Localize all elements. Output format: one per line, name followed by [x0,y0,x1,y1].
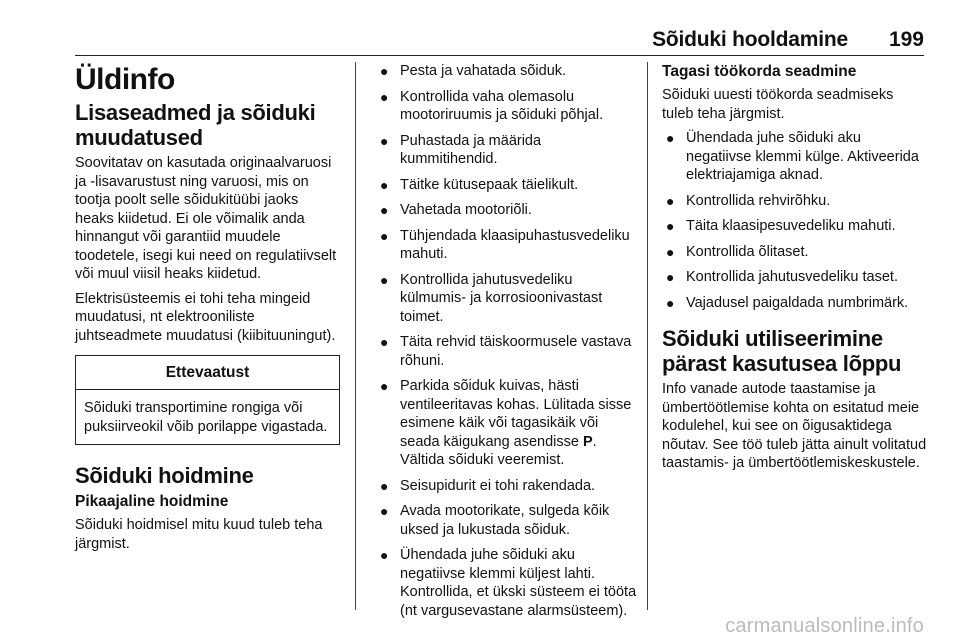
list-item: ● Puhastada ja määrida kummitihendid. [380,132,542,167]
list-item: ● Pesta ja vahatada sõiduk. [380,63,567,79]
bullet-icon: ● [380,88,389,105]
header-rule [75,55,924,56]
column-divider-1 [355,62,356,610]
watermark: carmanualsonline.info [725,615,924,637]
heading-accessories: Lisaseadmed ja sõiduki muudatused [75,100,316,150]
bullet-icon: ● [666,294,675,311]
list-item: ● Ühendada juhe sõiduki aku negatiivse klemmi küljest lahti. Kontrollida, et ükski süsteem ei tööta (nt vargusevastane alarmsüsteem). [380,547,637,619]
list-item: ● Avada mootorikate, sulgeda kõik uksed ja lukustada sõiduk. [380,503,610,538]
column-2 [376,62,638,627]
column-1 [75,62,340,559]
list-item: ● Kontrollida õlitaset. [666,243,809,260]
bullet-icon: ● [666,269,675,285]
list-item: ● Kontrollida jahutusvedeliku taset. [666,269,898,285]
header-title: Sõiduki hooldamine [652,28,848,51]
bullet-icon: ● [380,176,389,193]
paragraph-return-to-service: Sõiduki uuesti töökorda seadmiseks tuleb teha järgmist. [662,87,894,122]
paragraph-storage: Sõiduki hoidmisel mitu kuud tuleb teha järgmist. [75,517,323,552]
list-item: ● Kontrollida jahutusvedeliku külmumis- ja korrosioonivastast toimet. [380,271,603,325]
list-item: ● Täita klaasipesuvedeliku mahuti. [666,218,896,234]
list-item: ● Vajadusel paigaldada numbrimärk. [666,294,909,311]
column-3 [662,62,927,479]
bullet-icon: ● [380,334,389,350]
bullet-icon: ● [666,218,675,234]
bullet-icon: ● [380,547,389,563]
heading-general: Üldinfo [75,63,175,96]
paragraph-electrical: Elektrisüsteemis ei tohi teha mingeid muudatusi, nt elektrooniliste juhtseadmete muudatusi (kiibituuningut). [75,290,336,344]
heading-return-to-service: Tagasi töökorda seadmine [662,63,857,80]
heading-long-term-storage: Pikaajaline hoidmine [75,493,229,510]
list-item: ● Vahetada mootoriõli. [380,202,532,218]
gear-position-p: P [583,433,593,450]
list-item: ● Täita rehvid täiskoormusele vastava rõhuni. [380,334,632,369]
list-item: ● Kontrollida rehvirõhku. [666,192,831,209]
bullet-icon: ● [666,192,675,209]
bullet-icon: ● [666,130,675,146]
bullet-icon: ● [380,132,389,149]
bullet-icon: ● [666,243,675,260]
bullet-icon: ● [380,477,389,494]
bullet-icon: ● [380,63,389,79]
caution-text: Sõiduki transportimine rongiga või puksiirveokil võib porilappe vigastada. [84,400,328,435]
caution-title: Ettevaatust [76,356,339,390]
bullet-icon: ● [380,202,389,218]
heading-end-of-life: Sõiduki utiliseerimine pärast kasutusea lõppu [662,326,902,376]
list-item: ● Parkida sõiduk kuivas, hästi ventileeritavas kohas. Lülitada sisse esimene käik või tagasikäik või seada käigukang asendisse P. Vältida sõiduki veeremist. [380,378,632,468]
list-item: ● Seisupidurit ei tohi rakendada. [380,477,596,494]
list-item: ● Tühjendada klaasipuhastusvedeliku mahuti. [380,227,630,262]
list-item: ● Täitke kütusepaak täielikult. [380,176,579,193]
bullet-icon: ● [380,227,389,244]
paragraph-accessories: Soovitatav on kasutada originaalvaruosi ja -lisavarustust ning varuosi, mis on tootja poolt selle sõidukitüübi jaoks heaks kiidetud. Ei ole võimalik anda hinnangut või garantiid muudele toodetele, isegi kui need on regulatiivselt või muul viisil heaks kiidetud. [75,155,337,282]
bullet-icon: ● [380,503,389,519]
caution-box [75,355,340,445]
paragraph-end-of-life: Info vanade autode taastamise ja ümbertöötlemise kohta on esitatud meie kodulehel, kui see on õigusaktidega nõutav. See töö tuleb jätta ainult volitatud taastamis- ja ümbertöötlemiskeskustele. [662,381,927,471]
heading-storage: Sõiduki hoidmine [75,463,254,488]
bullet-icon: ● [380,378,389,394]
list-item: ● Ühendada juhe sõiduki aku negatiivse klemmi külge. Aktiveerida elektriajamiga aknad. [666,130,919,183]
page-header [0,28,960,58]
column-divider-2 [647,62,648,610]
storage-steps-list [376,62,638,620]
list-item: ● Kontrollida vaha olemasolu mootoriruumis ja sõiduki põhjal. [380,88,604,123]
return-steps-list [662,129,927,312]
page-number: 199 [888,28,924,51]
bullet-icon: ● [380,271,389,288]
